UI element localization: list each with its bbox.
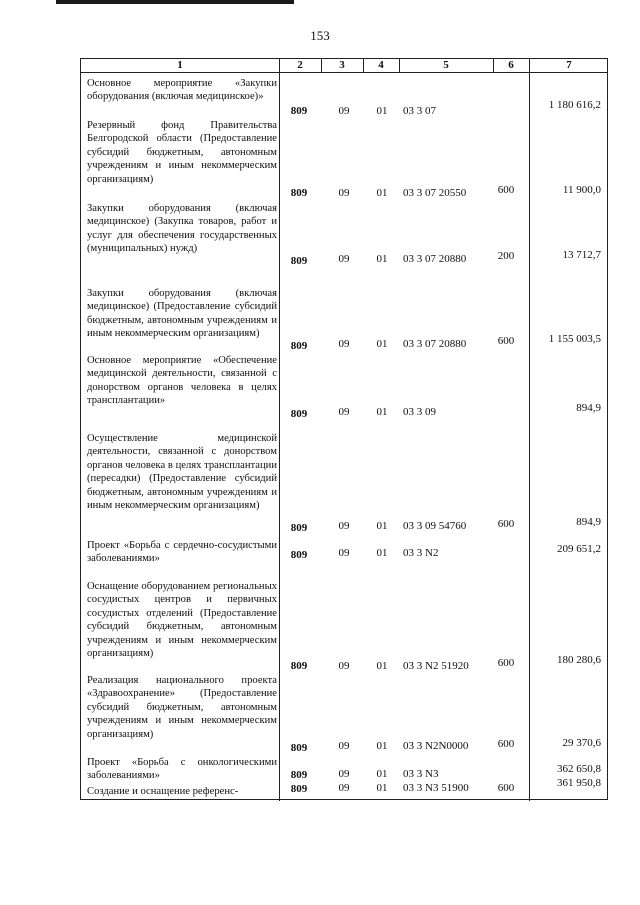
header-col-1: 1: [177, 59, 183, 71]
row-code-subsection: 01: [376, 253, 388, 265]
row-code-section: 09: [338, 105, 350, 117]
row-code-target: 03 3 07 20880: [403, 338, 467, 350]
row-amount: 361 950,8: [557, 777, 601, 789]
column-divider: [529, 59, 530, 801]
row-code-section: 09: [338, 768, 350, 780]
row-code-target: 03 3 09: [403, 406, 436, 418]
row-code-section: 09: [338, 187, 350, 199]
row-code-target: 03 3 N2N0000: [403, 740, 469, 752]
header-col-4: 4: [378, 59, 384, 71]
row-code-ministry: 809: [290, 522, 308, 534]
row-code-target: 03 3 N3 51900: [403, 782, 469, 794]
row-description: Оснащение оборудованием региональных сосудистых центров и первичных сосудистых отделений (Предоставление субсидий бюджетным, автономным учреждениям и иным некоммерческим организациям): [87, 581, 277, 660]
row-description: Проект «Борьба с онкологическими заболеваниями»: [87, 757, 277, 782]
row-code-section: 09: [338, 547, 350, 559]
budget-table: [80, 58, 608, 800]
header-col-2: 2: [297, 59, 303, 71]
row-code-section: 09: [338, 520, 350, 532]
row-code-subsection: 01: [376, 768, 388, 780]
row-amount: 894,9: [576, 402, 601, 414]
row-code-target: 03 3 09 54760: [403, 520, 467, 532]
row-code-ministry: 809: [290, 783, 308, 795]
column-divider: [321, 59, 322, 73]
row-amount: 894,9: [576, 516, 601, 528]
row-code-ministry: 809: [290, 255, 308, 267]
header-col-3: 3: [339, 59, 345, 71]
row-description: Осуществление медицинской деятельности, связанной с донорством органов человека в целях трансплантации (пересадки) (Предоставление субсидий бюджетным, автономным учреждениям и иным некоммерческим организациям): [87, 433, 277, 512]
row-code-ministry: 809: [290, 187, 308, 199]
row-code-section: 09: [338, 338, 350, 350]
row-code-section: 09: [338, 253, 350, 265]
row-code-target: 03 3 07: [403, 105, 436, 117]
row-description: Закупки оборудования (включая медицинское) (Закупка товаров, работ и услуг для обеспечения государственных (муниципальных) нужд): [87, 203, 277, 255]
row-code-expense-type: 600: [497, 782, 515, 794]
row-code-ministry: 809: [290, 549, 308, 561]
column-divider: [399, 59, 400, 73]
row-amount: 209 651,2: [557, 543, 601, 555]
row-code-target: 03 3 07 20550: [403, 187, 467, 199]
row-code-subsection: 01: [376, 740, 388, 752]
page-number: 153: [310, 28, 330, 43]
row-code-subsection: 01: [376, 520, 388, 532]
row-amount: 11 900,0: [562, 184, 601, 196]
row-code-expense-type: 600: [497, 335, 515, 347]
row-description: Создание и оснащение референс-: [87, 786, 239, 797]
row-code-subsection: 01: [376, 660, 388, 672]
row-code-subsection: 01: [376, 547, 388, 559]
row-code-ministry: 809: [290, 408, 308, 420]
row-code-target: 03 3 N2 51920: [403, 660, 469, 672]
row-code-ministry: 809: [290, 340, 308, 352]
row-code-section: 09: [338, 740, 350, 752]
row-amount: 180 280,6: [557, 654, 601, 666]
column-divider: [279, 59, 280, 801]
row-description: Основное мероприятие «Закупки оборудования (включая медицинское)»: [87, 78, 277, 103]
row-code-subsection: 01: [376, 782, 388, 794]
row-amount: 362 650,8: [557, 763, 601, 775]
row-code-ministry: 809: [290, 742, 308, 754]
row-description: Реализация национального проекта «Здравоохранение» (Предоставление субсидий бюджетным, автономным учреждениям и иным некоммерческим организациям): [87, 675, 277, 740]
header-col-6: 6: [508, 59, 514, 71]
row-description: Резервный фонд Правительства Белгородской области (Предоставление субсидий бюджетным, автономным учреждениям и иным некоммерческим организациям): [87, 120, 277, 185]
row-amount: 13 712,7: [562, 249, 601, 261]
row-amount: 1 155 003,5: [548, 333, 601, 345]
row-code-subsection: 01: [376, 187, 388, 199]
row-code-expense-type: 600: [497, 184, 515, 196]
row-amount: 1 180 616,2: [548, 99, 601, 111]
row-amount: 29 370,6: [562, 737, 601, 749]
top-rule: [56, 0, 294, 4]
row-code-target: 03 3 N2: [403, 547, 439, 559]
row-code-subsection: 01: [376, 338, 388, 350]
row-code-section: 09: [338, 406, 350, 418]
row-code-ministry: 809: [290, 769, 308, 781]
row-description: Проект «Борьба с сердечно-сосудистыми заболеваниями»: [87, 540, 277, 565]
row-code-target: 03 3 07 20880: [403, 253, 467, 265]
row-code-expense-type: 600: [497, 657, 515, 669]
row-code-target: 03 3 N3: [403, 768, 439, 780]
row-code-section: 09: [338, 782, 350, 794]
header-col-5: 5: [443, 59, 449, 71]
row-code-expense-type: 600: [497, 738, 515, 750]
row-description: Закупки оборудования (включая медицинское) (Предоставление субсидий бюджетным, автономным учреждениям и иным некоммерческим организациям): [87, 288, 277, 340]
row-code-ministry: 809: [290, 660, 308, 672]
header-col-7: 7: [566, 59, 572, 71]
column-divider: [363, 59, 364, 73]
column-divider: [493, 59, 494, 73]
row-code-subsection: 01: [376, 105, 388, 117]
row-code-expense-type: 200: [497, 250, 515, 262]
row-code-ministry: 809: [290, 105, 308, 117]
row-code-section: 09: [338, 660, 350, 672]
row-code-subsection: 01: [376, 406, 388, 418]
row-description: Основное мероприятие «Обеспечение медицинской деятельности, связанной с донорством органов человека в целях трансплантации»: [87, 355, 277, 407]
row-code-expense-type: 600: [497, 518, 515, 530]
